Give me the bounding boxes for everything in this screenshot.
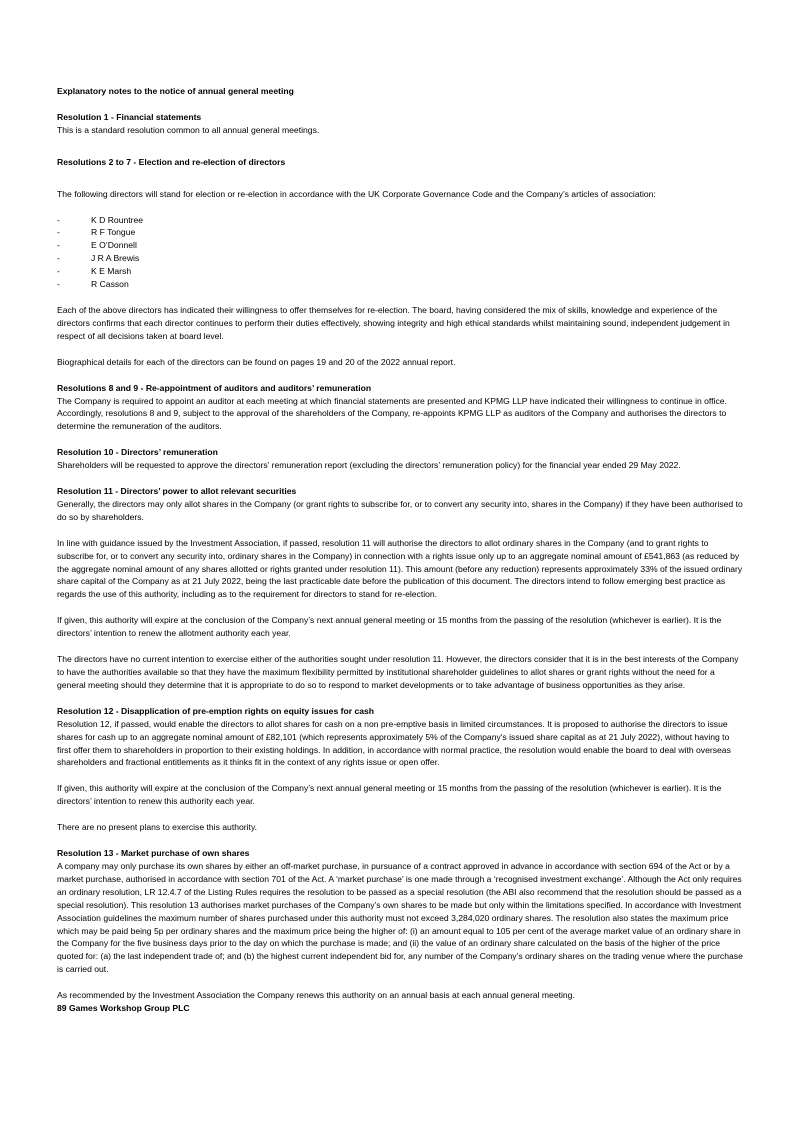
list-item bbox=[57, 252, 743, 265]
paragraph: The directors have no current intention to exercise either of the authorities sought under resolution 11. However, the directors consider that it is in the best interests of the Company to have the authorities available so that they have the maximum flexibility permitted by institutional shareholder guidelines to allot shares or grant rights without the need for a general meeting should they determine that it is appropriate to do so to respond to market developments or to take advantage of business opportunities as they arise. bbox=[57, 654, 739, 690]
paragraph: If given, this authority will expire at the conclusion of the Company’s next annual general meeting or 15 months from the passing of the resolution (whichever is earlier). It is the directors’ intention to renew this authority each year. bbox=[57, 783, 722, 807]
section-heading: Resolution 10 - Directors’ remuneration bbox=[57, 447, 218, 458]
section-heading: Resolution 1 - Financial statements bbox=[57, 111, 202, 122]
dash-bullet: - bbox=[57, 214, 60, 225]
list-item bbox=[57, 265, 743, 278]
dash-bullet: - bbox=[57, 266, 60, 277]
list-item bbox=[57, 239, 743, 252]
paragraph: If given, this authority will expire at the conclusion of the Company’s next annual general meeting or 15 months from the passing of the resolution (whichever is earlier). It is the directors’ intention to renew the allotment authority each year. bbox=[57, 615, 722, 639]
section-resolution-13 bbox=[57, 847, 743, 1002]
paragraph: There are no present plans to exercise this authority. bbox=[57, 822, 257, 833]
dash-bullet: - bbox=[57, 227, 60, 238]
paragraph: A company may only purchase its own shares by either an off-market purchase, in pursuance of a contract approved in advance in accordance with section 694 of the Act or by a market purchase, authorised in accordance with section 701 of the Act. A ‘market purchase’ is one made through a ‘recognised investment exchange’. Although the Act only requires an ordinary resolution, LR 12.4.7 of the Listing Rules requires the resolution to be passed as a special resolution (the ABI also recommend that the resolution should be passed as a special resolution). This resolution 13 authorises market purchases of the Company’s own shares to be made but only within the limitations specified. In accordance with Investment Association guidelines the maximum number of shares purchased under this authority must not exceed 3,284,020 ordinary shares. The resolution also states the maximum price which may be paid being 5p per ordinary shares and the maximum price being the higher of: (i) an amount equal to 105 per cent of the average market value of an ordinary share in the Company for the five business days prior to the day on which the purchase is made; and (ii) the value of an ordinary share calculated on the basis of the higher of the price quoted for: (a) the last independent trade of; and (b) the highest current independent bid for, any number of the Company’s ordinary shares on the trading venue where the purchase is carried out. bbox=[57, 860, 743, 975]
section-heading: Resolution 13 - Market purchase of own shares bbox=[57, 848, 250, 859]
section-resolution-11 bbox=[57, 485, 743, 692]
paragraph: Shareholders will be requested to approve the directors’ remuneration report (excluding the directors’ remuneration policy) for the financial year ended 29 May 2022. bbox=[57, 460, 681, 471]
director-name: R F Tongue bbox=[91, 227, 136, 238]
director-name: E O’Donnell bbox=[91, 240, 137, 251]
list-item bbox=[57, 278, 743, 291]
list-item bbox=[57, 214, 743, 227]
paragraph: Generally, the directors may only allot shares in the Company (or grant rights to subscribe for, or to convert any security into, shares in the Company) if they have been authorised to do so by shareholders. bbox=[57, 498, 743, 522]
directors-list bbox=[57, 214, 743, 291]
paragraph: This is a standard resolution common to all annual general meetings. bbox=[57, 124, 320, 135]
section-resolution-10 bbox=[57, 446, 743, 472]
director-name: R Casson bbox=[91, 279, 129, 290]
dash-bullet: - bbox=[57, 279, 60, 290]
section-heading: Resolution 12 - Disapplication of pre-emption rights on equity issues for cash bbox=[57, 705, 375, 716]
director-name: K D Rountree bbox=[91, 214, 144, 225]
section-heading: Resolutions 2 to 7 - Election and re-election of directors bbox=[57, 156, 286, 167]
director-name: K E Marsh bbox=[91, 266, 132, 277]
page-footer: 89 Games Workshop Group PLC bbox=[57, 1003, 190, 1014]
section-heading: Resolution 11 - Directors’ power to allot relevant securities bbox=[57, 486, 297, 497]
paragraph: As recommended by the Investment Association the Company renews this authority on an annual basis at each annual general meeting. bbox=[57, 990, 575, 1001]
paragraph: Biographical details for each of the directors can be found on pages 19 and 20 of the 2022 annual report. bbox=[57, 356, 456, 367]
section-resolution-12 bbox=[57, 705, 743, 834]
document-page bbox=[57, 85, 743, 1015]
paragraph: The Company is required to appoint an auditor at each meeting at which financial statements are presented and KPMG LLP have indicated their willingness to continue in office. Accordingly, resolutions 8 and 9, subject to the approval of the shareholders of the Company, re-appoints KPMG LLP as auditors of the Company and authorises the directors to determine the remuneration of the auditors. bbox=[57, 395, 727, 432]
paragraph: The following directors will stand for election or re-election in accordance with the UK Corporate Governance Code and the Company’s articles of association: bbox=[57, 188, 656, 199]
page-title: Explanatory notes to the notice of annual general meeting bbox=[57, 86, 294, 96]
section-resolution-1 bbox=[57, 111, 743, 137]
paragraph: Resolution 12, if passed, would enable the directors to allot shares for cash on a non pre-emptive basis in limited circumstances. It is proposed to authorise the directors to issue shares for cash up to an aggregate nominal amount of £82,101 (which represents approximately 5% of the Company's issued share capital as at 21 July 2022), without having to first offer them to shareholders in proportion to their existing holdings. In addition, in accordance with normal practice, the resolution would enable the board to deal with overseas shareholders and fractional entitlements as it thinks fit in the context of any rights issue or open offer. bbox=[57, 718, 731, 768]
list-item bbox=[57, 226, 743, 239]
section-heading: Resolutions 8 and 9 - Re-appointment of auditors and auditors’ remuneration bbox=[57, 382, 372, 393]
section-resolutions-8-9 bbox=[57, 382, 743, 434]
section-resolutions-2-7 bbox=[57, 156, 743, 369]
paragraph: Each of the above directors has indicated their willingness to offer themselves for re-election. The board, having considered the mix of skills, knowledge and experience of the directors confirms that each director continues to perform their duties effectively, showing integrity and high ethical standards whilst maintaining sound, independent judgement in respect of all decisions taken at board level. bbox=[57, 304, 730, 341]
dash-bullet: - bbox=[57, 253, 60, 264]
dash-bullet: - bbox=[57, 240, 60, 251]
director-name: J R A Brewis bbox=[91, 253, 140, 264]
paragraph: In line with guidance issued by the Investment Association, if passed, resolution 11 will authorise the directors to allot ordinary shares in the Company (and to grant rights to subscribe for, or to convert any security into, ordinary shares in the Company) in connection with a rights issue only up to an aggregate nominal amount of £541,863 (as reduced by the aggregate nominal amount of any shares allotted or rights granted under resolution 11). This amount (before any reduction) represents approximately 33% of the issued ordinary share capital of the Company as at 21 July 2022, being the last practicable date before the publication of this document. The directors intend to follow emerging best practice as regards the use of this authority, including as to the requirement for directors to stand for re-election. bbox=[57, 537, 743, 600]
